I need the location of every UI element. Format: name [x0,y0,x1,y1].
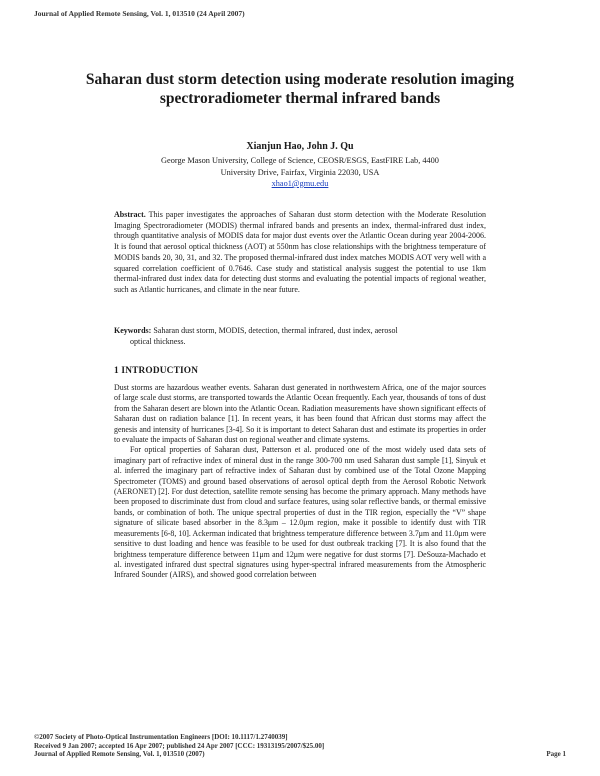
page-number: Page 1 [546,750,566,758]
footer-received: Received 9 Jan 2007; accepted 16 Apr 2007; published 24 Apr 2007 [CCC: 19313195/2007/$25.00] [34,741,325,750]
keywords-line-1: Saharan dust storm, MODIS, detection, thermal infrared, dust index, aerosol [153,326,398,335]
paragraph-2: For optical properties of Saharan dust, Patterson et al. produced one of the most widely used data sets of imaginary part of refractive index of mineral dust in the range 300-700 nm used Saharan dust sample [1], Sinyuk et al. inferred the imaginary part of refractive index of Saharan dust by combined use of the Total Ozone Mapping Spectrometer (TOMS) and ground based observations of aerosol optical depth from the Aerosol Robotic Network (AERONET) [2]. For dust detection, satellite remote sensing has become the primary approach. Many methods have been proposed to discriminate dust from cloud and surface features, using solar reflective bands, or thermal emissive bands, or combination of both. The unique spectral properties of dust in the TIR region, especially the “V” shape signature of silicate based absorber in the 8.3μm – 12.0μm region, make it possible to identify dust with TIR measurements [6-8, 10]. Ackerman indicated that brightness temperature difference between 3.7μm and 11.0μm were sensitive to dust loading and hence was feasible to be used for dust outbreak tracking [7]. It is also found that the brightness temperature difference between 11μm and 12μm were negative for dust storms [7]. DeSouza-Machado et al. investigated infrared dust spectral signatures using hyper-spectral infrared measurements from the Atmospheric Infrared Sounder (AIRS), and showed good correlation between [114,445,486,580]
abstract [114,210,486,296]
footer-copyright: ©2007 Society of Photo-Optical Instrumentation Engineers [DOI: 10.1117/1.2740039] [34,733,288,741]
keywords-line-2: optical thickness. [130,336,186,346]
affiliation [80,155,520,190]
running-head: Journal of Applied Remote Sensing, Vol. 1, 013510 (24 April 2007) [34,9,245,18]
introduction-body [114,383,486,581]
footer-journal: Journal of Applied Remote Sensing, Vol. 1, 013510 (2007) [34,750,205,759]
section-heading: 1 INTRODUCTION [114,366,199,376]
keywords [114,326,486,347]
affiliation-line-1: George Mason University, College of Science, CEOSR/ESGS, EastFIRE Lab, 4400 [161,156,439,165]
authors: Xianjun Hao, John J. Qu [246,141,354,152]
email-link[interactable]: xhao1@gmu.edu [271,179,329,188]
abstract-label: Abstract. [114,210,146,219]
keywords-label: Keywords: [114,326,152,335]
paper-title: Saharan dust storm detection using moderate resolution imaging spectroradiometer thermal infrared bands [85,71,515,107]
footer [34,733,324,759]
paragraph-1: Dust storms are hazardous weather events. Saharan dust generated in northwestern Africa, one of the major sources of large scale dust storms, are transported towards the Atlantic Ocean frequently. Each year, thousands of tons of dust from the Saharan desert are blown into the Atlantic Ocean. Radiation measurements have shown significant effects of Saharan dust on radiation balance [1]. In recent years, it has been found that African dust storms may affect the genesis and intensity of hurricanes [3-4]. So it is important to detect Saharan dust and estimate its properties in order to evaluate the impacts of Saharan dust on regional weather and climate systems. [114,383,486,445]
affiliation-line-2: University Drive, Fairfax, Virginia 22030, USA [220,167,380,177]
abstract-text: This paper investigates the approaches of Saharan dust storm detection with the Moderate Resolution Imaging Spectroradiometer (MODIS) thermal infrared bands and presents an index, thermal-infrared dust index, through quantitative analysis of MODIS data for major dust events over the Atlantic Ocean during year 2004-2006. It is found that aerosol optical thickness (AOT) at 550nm has close relationships with the brightness temperature of MODIS bands 20, 30, 31, and 32. The proposed thermal-infrared dust index matches MODIS AOT very well with a squared correlation coefficient of 0.7646. Case study and statistical analysis suggest the potential to use 1km thermal-infrared dust index data for detecting dust storms and evaluating the potential impacts of regional weather, such as Atlantic hurricanes, and climate in the near future. [114,210,486,294]
